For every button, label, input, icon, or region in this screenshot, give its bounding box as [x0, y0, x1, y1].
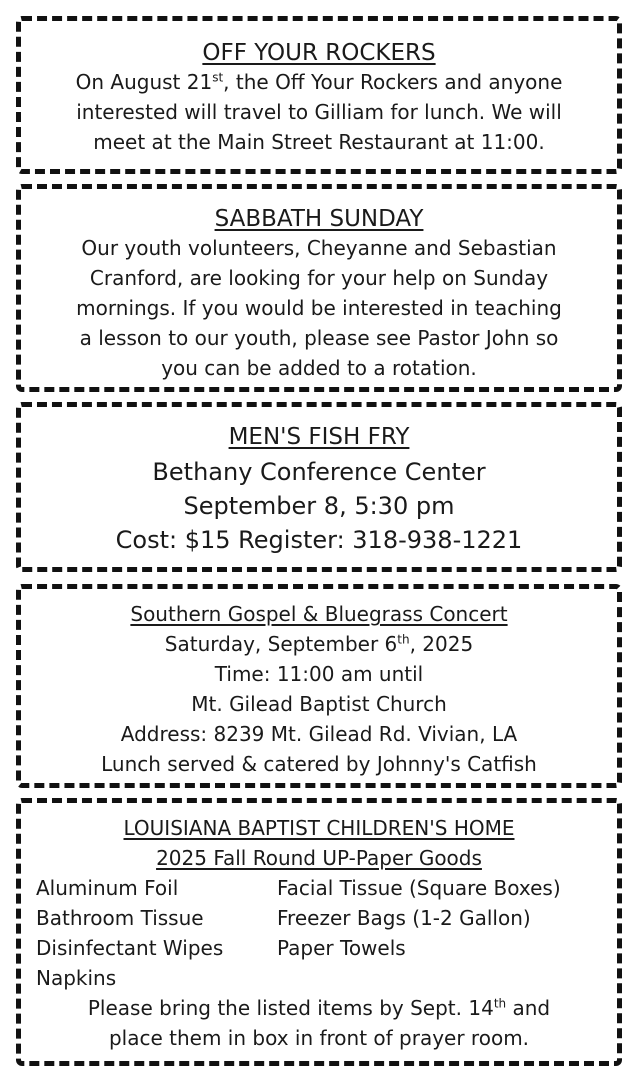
event-lunch: Lunch served & catered by Johnny's Catfish — [101, 752, 537, 776]
supply-list — [21, 873, 617, 993]
event-cost: Cost: $15 Register: 318-938-1221 — [115, 526, 523, 554]
list-item: Napkins — [36, 966, 117, 990]
event-location: Bethany Conference Center — [152, 458, 486, 486]
childrens-home-section — [16, 798, 622, 1066]
list-item: Bathroom Tissue — [36, 906, 204, 930]
event-time: Time: 11:00 am until — [214, 662, 424, 686]
supply-column-left — [36, 873, 223, 993]
list-item: Freezer Bags (1-2 Gallon) — [277, 906, 531, 930]
section-title: OFF YOUR ROCKERS — [202, 40, 436, 66]
concert-section — [16, 584, 622, 788]
body-line: Our youth volunteers, Cheyanne and Sebastian — [81, 236, 557, 260]
event-date: Saturday, September 6th, 2025 — [164, 632, 474, 656]
body-line: a lesson to our youth, please see Pastor John so — [79, 326, 559, 350]
list-item: Disinfectant Wipes — [36, 936, 224, 960]
fish-fry-section — [16, 402, 622, 572]
section-title: LOUISIANA BAPTIST CHILDREN'S HOME — [123, 816, 515, 840]
off-your-rockers-section — [16, 16, 622, 174]
list-item: Paper Towels — [277, 936, 406, 960]
instruction-line: place them in box in front of prayer room. — [108, 1026, 530, 1050]
instruction-line: Please bring the listed items by Sept. 14th and — [87, 996, 551, 1020]
supply-column-right — [277, 873, 561, 963]
body-line: Cranford, are looking for your help on Sunday — [89, 266, 549, 290]
event-date: September 8, 5:30 pm — [183, 492, 455, 520]
section-title: MEN'S FISH FRY — [228, 424, 410, 450]
sabbath-sunday-section — [16, 184, 622, 392]
list-item: Facial Tissue (Square Boxes) — [277, 876, 561, 900]
list-item: Aluminum Foil — [36, 876, 179, 900]
section-title: Southern Gospel & Bluegrass Concert — [130, 602, 508, 626]
body-line: On August 21st, the Off Your Rockers and anyone — [75, 70, 563, 94]
body-line: meet at the Main Street Restaurant at 11:00. — [93, 130, 545, 154]
body-line: mornings. If you would be interested in teaching — [76, 296, 562, 320]
section-title: SABBATH SUNDAY — [214, 206, 424, 232]
event-address: Address: 8239 Mt. Gilead Rd. Vivian, LA — [120, 722, 518, 746]
event-venue: Mt. Gilead Baptist Church — [191, 692, 447, 716]
body-line: interested will travel to Gilliam for lunch. We will — [76, 100, 562, 124]
section-subtitle: 2025 Fall Round UP-Paper Goods — [156, 846, 482, 870]
body-line: you can be added to a rotation. — [161, 356, 477, 380]
